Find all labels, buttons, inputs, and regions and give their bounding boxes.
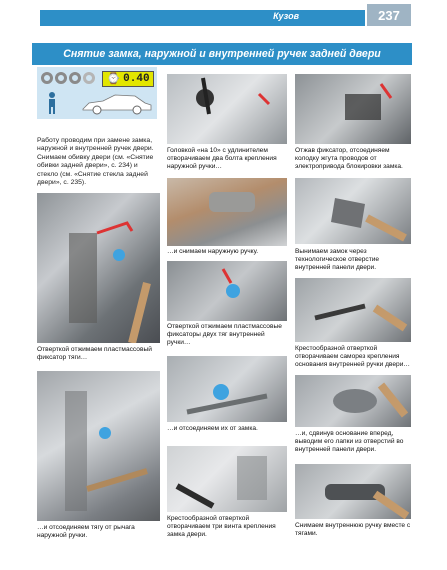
photo-step-7 <box>167 446 287 512</box>
photo-step-12 <box>295 464 411 519</box>
caption-step-10: Крестообразной отверткой отворачиваем саморез крепления основания внутренней ручки двери… <box>295 345 410 369</box>
page-number: 237 <box>367 4 411 26</box>
person-icon <box>45 91 59 115</box>
section-title: Кузов <box>273 11 299 21</box>
caption-step-12: Снимаем внутреннюю ручку вместе с тягами. <box>295 522 411 538</box>
caption-step-1: Отверткой отжимаем пластмассовый фиксатор тяги… <box>37 346 152 362</box>
car-icon <box>81 93 153 115</box>
photo-step-2 <box>37 371 160 521</box>
intro-text: Работу проводим при замене замка, наружной и внутренней ручек двери. Снимаем обивку двери (см. «Снятие обивки задней двери», с. 234) и стекло (см. «Снятие стекла задней двери», с. 235). <box>37 137 154 187</box>
photo-step-9 <box>295 178 411 244</box>
caption-step-3: Головкой «на 10» с удлинителем отворачиваем два болта крепления наружной ручки… <box>167 147 277 171</box>
caption-step-5: Отверткой отжимаем пластмассовые фиксаторы двух тяг внутренней ручки… <box>167 323 282 347</box>
ring-icon <box>69 72 81 84</box>
ring-icon <box>83 72 95 84</box>
caption-step-4: …и снимаем наружную ручку. <box>167 248 259 255</box>
time-display: ⌚ 0.40 <box>102 71 154 87</box>
photo-step-6 <box>167 356 287 422</box>
photo-step-11 <box>295 375 411 427</box>
header-bar <box>40 10 365 26</box>
caption-step-9: Вынимаем замок через технологическое отверстие внутренней панели двери. <box>295 248 380 272</box>
photo-step-4 <box>167 178 287 246</box>
page-title: Снятие замка, наружной и внутренней ручек задней двери <box>32 43 412 65</box>
ring-icon <box>55 72 67 84</box>
ring-icon <box>41 72 53 84</box>
caption-step-7: Крестообразной отверткой отворачиваем три винта крепления замка двери. <box>167 515 276 539</box>
caption-step-11: …и, сдвинув основание вперед, выводим его лапки из отверстий во внутренней панели двери. <box>295 430 404 454</box>
time-value: 0.40 <box>123 73 150 85</box>
caption-step-8: Отжав фиксатор, отсоединяем колодку жгута проводов от электропривода блокировки замка. <box>295 147 403 171</box>
photo-step-1 <box>37 193 160 343</box>
photo-step-5 <box>167 261 287 321</box>
caption-step-6: …и отсоединяем их от замка. <box>167 425 258 432</box>
caption-step-2: …и отсоединяем тягу от рычага наружной ручки. <box>37 524 135 540</box>
photo-step-3 <box>167 74 287 144</box>
photo-step-8 <box>295 74 411 144</box>
photo-step-10 <box>295 278 411 342</box>
difficulty-panel <box>37 67 157 119</box>
